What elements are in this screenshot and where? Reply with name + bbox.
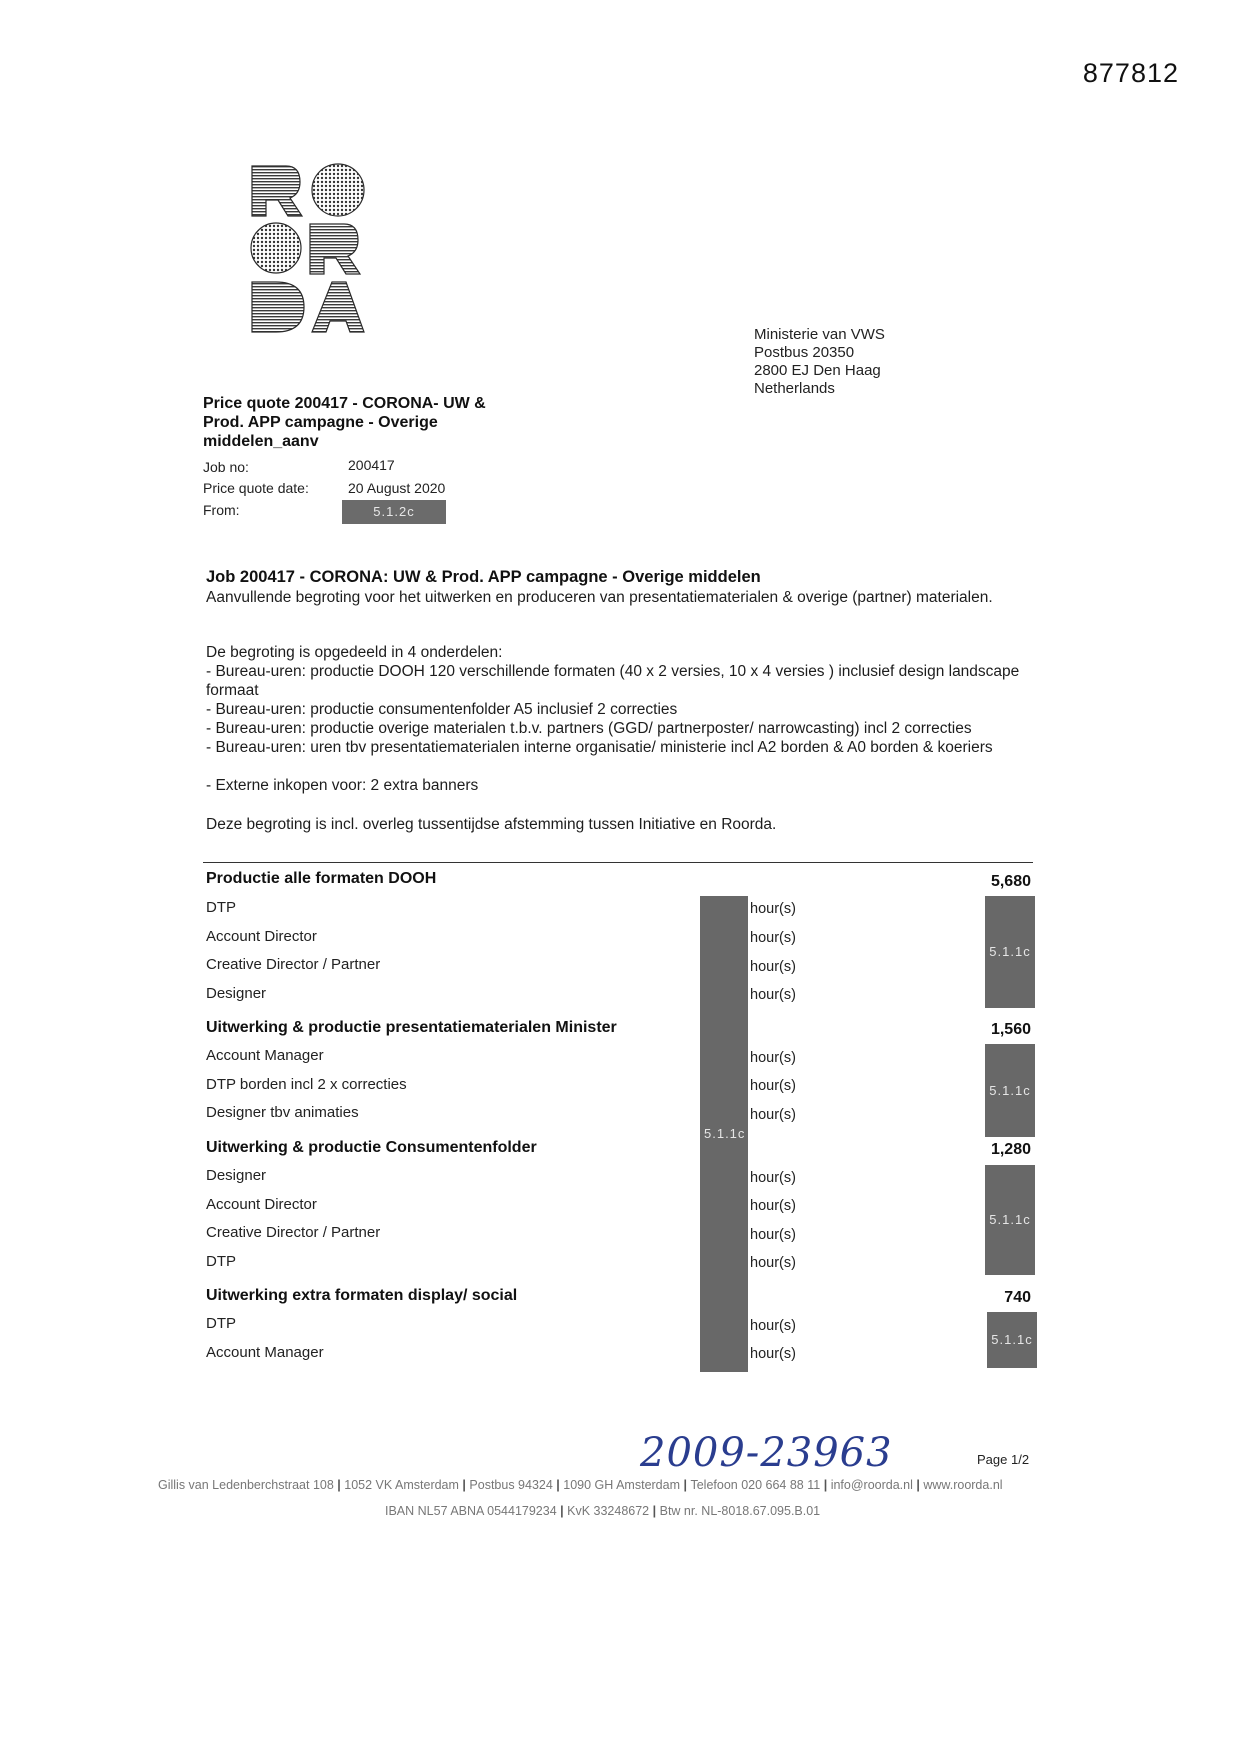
line-item: DTP — [206, 1315, 236, 1332]
unit-label: hour(s) — [750, 1050, 796, 1066]
roorda-logo — [248, 160, 366, 335]
recipient-line: 2800 EJ Den Haag — [754, 362, 881, 379]
unit-label: hour(s) — [750, 1198, 796, 1214]
footer-email: info@roorda.nl — [830, 1478, 913, 1492]
hours-redaction-code: 5.1.1c — [704, 1126, 746, 1141]
section-total: 740 — [1004, 1289, 1031, 1306]
part-item: - Bureau-uren: productie DOOH 120 verschillende formaten (40 x 2 versies, 10 x 4 versies ) inclusief design landscape formaat — [206, 663, 1020, 699]
from-label: From: — [203, 502, 240, 518]
note-text: Deze begroting is incl. overleg tussentijdse afstemming tussen Initiative en Roorda. — [206, 816, 777, 833]
job-heading: Job 200417 - CORONA: UW & Prod. APP campagne - Overige middelen — [206, 568, 761, 586]
line-item: DTP — [206, 1253, 236, 1270]
footer-iban: IBAN NL57 ABNA 0544179234 — [385, 1504, 557, 1518]
part-item: - Externe inkopen voor: 2 extra banners — [206, 777, 479, 794]
line-item: Account Director — [206, 1196, 317, 1213]
intro-text: Aanvullende begroting voor het uitwerken en produceren van presentatiematerialen & overige (partner) materialen. — [206, 589, 993, 606]
document-number: 877812 — [1082, 58, 1179, 88]
part-item: - Bureau-uren: productie consumentenfolder A5 inclusief 2 correcties — [206, 701, 678, 718]
quote-date-label: Price quote date: — [203, 480, 309, 496]
section-title: Uitwerking & productie Consumentenfolder — [206, 1139, 537, 1156]
handwritten-reference: 2009-23963 — [640, 1430, 893, 1476]
unit-label: hour(s) — [750, 1170, 796, 1186]
line-item: DTP — [206, 899, 236, 916]
page-number: Page 1/2 — [977, 1452, 1030, 1467]
unit-label: hour(s) — [750, 959, 796, 975]
footer-address: Gillis van Ledenberchstraat 108 | 1052 VK Amsterdam | Postbus 94324 | 1090 GH Amsterdam | Telefoon 020 664 88 11 | info@roorda.nl | www.roorda.nl — [158, 1478, 1003, 1492]
part-item: - Bureau-uren: productie overige materialen t.b.v. partners (GGD/ partnerposter/ narrowcasting) incl 2 correcties — [206, 720, 972, 737]
section-total: 5,680 — [990, 873, 1031, 890]
footer-website: www.roorda.nl — [923, 1478, 1003, 1492]
footer-registration: IBAN NL57 ABNA 0544179234 | KvK 33248672 | Btw nr. NL-8018.67.095.B.01 — [385, 1504, 821, 1518]
line-item: Creative Director / Partner — [206, 956, 381, 973]
amount-redaction: 5.1.1c — [987, 1312, 1037, 1368]
section-title: Uitwerking & productie presentatiematerialen Minister — [206, 1019, 617, 1036]
footer-phone: Telefoon 020 664 88 11 — [690, 1478, 821, 1492]
footer-postcode: 1052 VK Amsterdam — [344, 1478, 459, 1492]
section-total: 1,280 — [990, 1141, 1031, 1158]
part-item: - Bureau-uren: uren tbv presentatiematerialen interne organisatie/ ministerie incl A2 borden & A0 borden & koeriers — [206, 739, 993, 756]
unit-label: hour(s) — [750, 1078, 796, 1094]
quote-date-value: 20 August 2020 — [348, 480, 446, 496]
line-item: Designer tbv animaties — [206, 1104, 359, 1121]
from-redaction: 5.1.2c — [342, 500, 446, 524]
footer-street: Gillis van Ledenberchstraat 108 — [158, 1478, 334, 1492]
line-item: Designer — [206, 1167, 267, 1184]
line-item: Account Manager — [206, 1047, 324, 1064]
line-item: Account Director — [206, 928, 317, 945]
unit-label: hour(s) — [750, 930, 796, 946]
recipient-line: Ministerie van VWS — [754, 326, 885, 343]
line-item: DTP borden incl 2 x correcties — [206, 1076, 407, 1093]
amount-redaction: 5.1.1c — [985, 1044, 1035, 1137]
divider — [203, 862, 1033, 863]
parts-intro: De begroting is opgedeeld in 4 onderdelen: — [206, 644, 503, 661]
amount-redaction: 5.1.1c — [985, 1165, 1035, 1275]
footer-postbus: Postbus 94324 — [469, 1478, 553, 1492]
unit-label: hour(s) — [750, 901, 796, 917]
section-total: 1,560 — [990, 1021, 1031, 1038]
footer-postbus-postcode: 1090 GH Amsterdam — [563, 1478, 680, 1492]
recipient-address — [754, 326, 885, 398]
line-item: Designer — [206, 985, 267, 1002]
footer-vat: Btw nr. NL-8018.67.095.B.01 — [659, 1504, 821, 1518]
recipient-line: Netherlands — [754, 380, 835, 397]
unit-label: hour(s) — [750, 1318, 796, 1334]
quote-title: Price quote 200417 - CORONA- UW & Prod. APP campagne - Overige middelen_aanv — [203, 395, 486, 450]
unit-label: hour(s) — [750, 1255, 796, 1271]
amount-redaction: 5.1.1c — [985, 896, 1035, 1008]
unit-label: hour(s) — [750, 1107, 796, 1123]
line-item: Account Manager — [206, 1344, 324, 1361]
section-title: Uitwerking extra formaten display/ social — [206, 1287, 518, 1304]
footer-kvk: KvK 33248672 — [567, 1504, 650, 1518]
unit-label: hour(s) — [750, 1227, 796, 1243]
job-no-value: 200417 — [348, 457, 395, 473]
unit-label: hour(s) — [750, 1346, 796, 1362]
section-title: Productie alle formaten DOOH — [206, 870, 437, 887]
unit-label: hour(s) — [750, 987, 796, 1003]
line-item: Creative Director / Partner — [206, 1224, 381, 1241]
hours-redaction — [700, 896, 748, 1372]
recipient-line: Postbus 20350 — [754, 344, 855, 361]
job-no-label: Job no: — [203, 459, 249, 475]
